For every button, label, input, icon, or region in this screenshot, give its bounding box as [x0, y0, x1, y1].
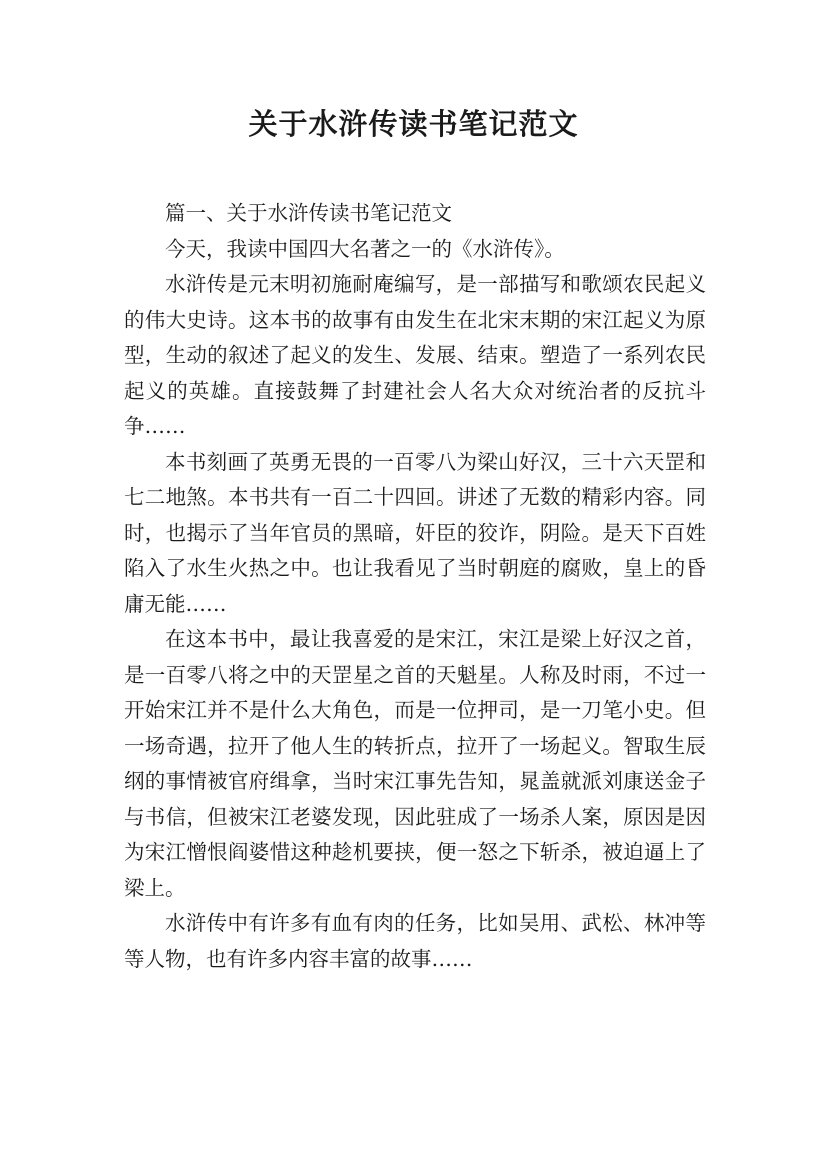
paragraph-characters: 本书刻画了英勇无畏的一百零八为梁山好汉，三十六天罡和七二地煞。本书共有一百二十四回。讲述了无数的精彩内容。同时，也揭示了当年官员的黑暗，奸臣的狡诈，阴险。是天下百姓陷入了水生火热之中。也让我看见了当时朝庭的腐败，皇上的昏庸无能…… [124, 449, 706, 616]
document-body [124, 196, 706, 977]
paragraph-section-heading: 篇一、关于水浒传读书笔记范文 [165, 201, 452, 225]
paragraph-intro: 今天，我读中国四大名著之一的《水浒传》。 [165, 236, 565, 261]
paragraph-songjiang: 在这本书中，最让我喜爱的是宋江，宋江是梁上好汉之首，是一百零八将之中的天罡星之首的天魁星。人称及时雨，不过一开始宋江并不是什么大角色，而是一位押司，是一刀笔小史。但一场奇遇，拉开了他人生的转折点，拉开了一场起义。智取生辰纲的事情被官府缉拿，当时宋江事先告知，晁盖就派刘康送金子与书信，但被宋江老婆发现，因此驻成了一场杀人案，原因是因为宋江憎恨阎婆惜这种趁机要挟，便一怒之下斩杀，被迫逼上了梁上。 [124, 627, 706, 900]
paragraph-conclusion: 水浒传中有许多有血有肉的任务，比如吴用、武松、林冲等等人物，也有许多内容丰富的故事…… [124, 911, 706, 971]
paragraph-overview: 水浒传是元末明初施耐庵编写，是一部描写和歌颂农民起义的伟大史诗。这本书的故事有由发生在北宋末期的宋江起义为原型，生动的叙述了起义的发生、发展、结束。塑造了一系列农民起义的英雄。直接鼓舞了封建社会人名大众对统治者的反抗斗争…… [124, 272, 706, 438]
document-title: 关于水浒传读书笔记范文 [248, 107, 579, 141]
